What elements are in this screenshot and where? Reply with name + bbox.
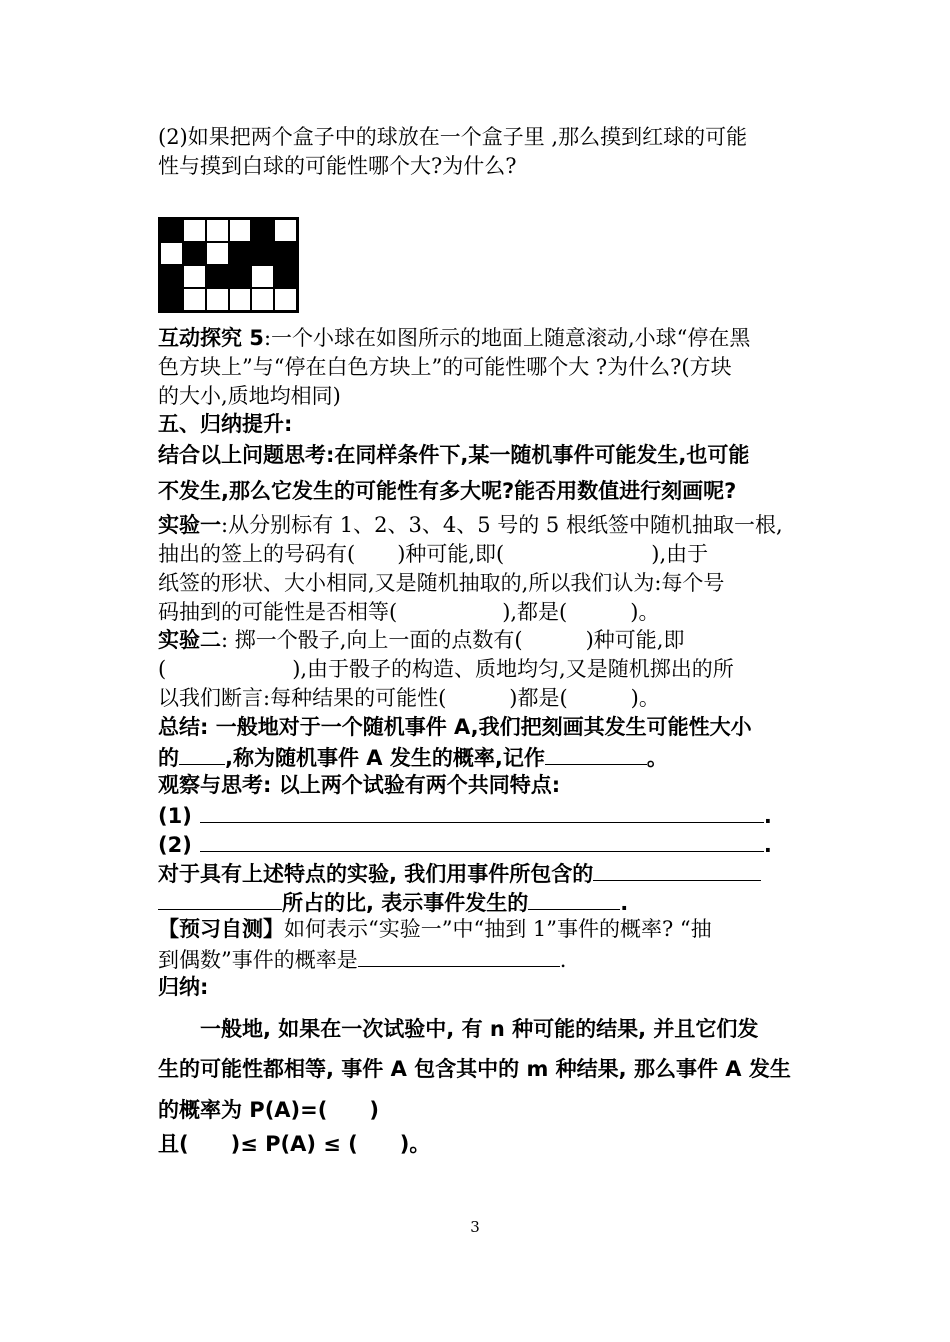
black-tile [160,288,183,311]
preview-line2: 到偶数”事件的概率是 . [158,944,566,974]
induce-title: 归纳: [158,975,209,999]
feature-line2: 所占的比, 表示事件发生的 . [158,887,628,917]
exp2-line1: 实验二: 掷一个骰子,向上一面的点数有( )种可能,即 [158,628,685,652]
blank-concept[interactable] [179,742,225,765]
white-tile [229,288,252,311]
blank-count[interactable] [593,858,761,881]
observe-item2: (2) . [158,829,772,859]
section5-title: 五、归纳提升: [158,412,293,436]
explore5-line1: 互动探究 5:一个小球在如图所示的地面上随意滚动,小球“停在黑 [158,326,751,350]
combine-line1: 结合以上问题思考:在同样条件下,某一随机事件可能发生,也可能 [158,443,750,467]
page-number: 3 [470,1218,480,1236]
explore5-line2: 色方块上”与“停在白色方块上”的可能性哪个大 ?为什么?(方块 [158,355,732,379]
induce-line1: 一般地, 如果在一次试验中, 有 n 种可能的结果, 并且它们发 [200,1017,759,1041]
exp1-label: 实验一 [158,513,221,537]
induce-line2: 生的可能性都相等, 事件 A 包含其中的 m 种结果, 那么事件 A 发生 [158,1057,791,1081]
blank-even-prob[interactable] [358,944,560,967]
exp1-line4: 码抽到的可能性是否相等( ),都是( )。 [158,600,660,624]
black-tile [251,242,274,265]
black-tile [160,219,183,242]
white-tile [206,288,229,311]
explore5-label: 互动探究 5 [158,326,264,350]
white-tile [183,219,206,242]
black-tile [251,219,274,242]
white-tile [251,265,274,288]
black-tile [229,265,252,288]
blank-feature1[interactable] [200,800,764,823]
black-white-tile-grid [158,217,299,313]
blank-notation[interactable] [545,742,647,765]
exp1-line2: 抽出的签上的号码有( )种可能,即( ),由于 [158,542,709,566]
black-tile [274,242,297,265]
preview-label: 【预习自测】 [158,917,284,941]
black-tile [274,265,297,288]
induce-line3: 的概率为 P(A)=( ) [158,1098,379,1122]
exp1-line3: 纸签的形状、大小相同,又是随机抽取的,所以我们认为:每个号 [158,571,725,595]
white-tile [183,288,206,311]
summary-line1: 总结: 一般地对于一个随机事件 A,我们把刻画其发生可能性大小 [158,715,752,739]
exp2-label: 实验二 [158,628,221,652]
explore5-line3: 的大小,质地均相同) [158,384,341,408]
summary-line2: 的 ,称为随机事件 A 发生的概率,记作 。 [158,742,668,772]
white-tile [229,219,252,242]
white-tile [251,288,274,311]
exp2-line3: 以我们断言:每种结果的可能性( )都是( )。 [158,686,660,710]
black-tile [160,265,183,288]
black-tile [229,242,252,265]
blank-probability[interactable] [528,887,620,910]
observe-item1: (1) . [158,800,772,830]
exp1-line1: 实验一:从分别标有 1、2、3、4、5 号的 5 根纸签中随机抽取一根, [158,513,783,537]
black-tile [206,265,229,288]
blank-feature2[interactable] [200,829,764,852]
q2-line1: (2)如果把两个盒子中的球放在一个盒子里 ,那么摸到红球的可能 [158,125,748,149]
exp2-line2: ( ),由于骰子的构造、质地均匀,又是随机掷出的所 [158,657,734,681]
preview-line1: 【预习自测】如何表示“实验一”中“抽到 1”事件的概率? “抽 [158,917,712,941]
blank-total[interactable] [158,887,282,910]
white-tile [274,219,297,242]
white-tile [206,219,229,242]
q2-line2: 性与摸到白球的可能性哪个大?为什么? [158,154,517,178]
white-tile [160,242,183,265]
white-tile [274,288,297,311]
combine-line2: 不发生,那么它发生的可能性有多大呢?能否用数值进行刻画呢? [158,479,737,503]
black-tile [183,242,206,265]
white-tile [183,265,206,288]
feature-line1: 对于具有上述特点的实验, 我们用事件所包含的 [158,858,761,888]
induce-line4: 且( )≤ P(A) ≤ ( )。 [158,1132,431,1156]
white-tile [206,242,229,265]
observe-title: 观察与思考: 以上两个试验有两个共同特点: [158,773,561,797]
